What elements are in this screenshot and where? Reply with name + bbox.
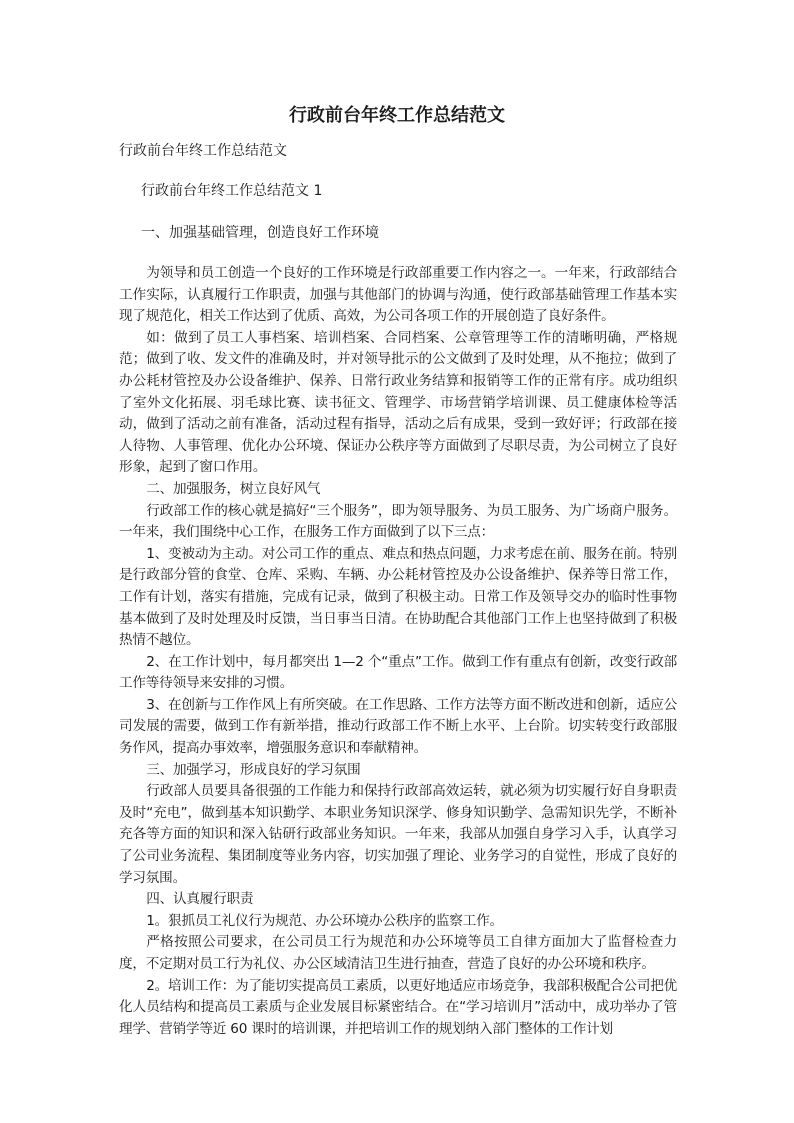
- paragraph: 3、在创新与工作作风上有所突破。在工作思路、工作方法等方面不断改进和创新，适应公司发展的需要，做到工作有新举措，推动行政部工作不断上水平、上台阶。切实转变行政部服务作风，提高办事效率，增强服务意识和奉献精神。: [119, 696, 677, 757]
- paragraph: 行政部工作的核心就是搞好“三个服务”，即为领导服务、为员工服务、为广场商户服务。一年来，我们围绕中心工作，在服务工作方面做到了以下三点：: [119, 502, 677, 541]
- section-heading-3: 三、加强学习，形成良好的学习氛围: [146, 761, 361, 778]
- document-body: [119, 263, 677, 1040]
- paragraph: 1、变被动为主动。对公司工作的重点、难点和热点问题，力求考虑在前、服务在前。特别是行政部分管的食堂、仓库、采购、车辆、办公耗材管控及办公设备维护、保养等日常工作，工作有计划，落实有措施，完成有记录，做到了积极主动。日常工作及领导交办的临时性事物基本做到了及时处理及时反馈，当日事当日清。在协助配合其他部门工作上也坚持做到了积极热情不越位。: [119, 545, 677, 649]
- paragraph: 2、在工作计划中，每月都突出 1—2 个“重点”工作。做到工作有重点有创新，改变行政部工作等待领导来安排的习惯。: [119, 653, 677, 692]
- section-heading-4: 四、认真履行职责: [146, 891, 254, 908]
- paragraph: 严格按照公司要求，在公司员工行为规范和办公环境等员工自律方面加大了监督检查力度，不定期对员工行为礼仪、办公区域清洁卫生进行抽查，营造了良好的办公环境和秩序。: [119, 934, 677, 972]
- paragraph: 为领导和员工创造一个良好的工作环境是行政部重要工作内容之一。一年来，行政部结合工作实际，认真履行工作职责，加强与其他部门的协调与沟通，使行政部基础管理工作基本实现了规范化，相关工作达到了优质、高效，为公司各项工作的开展创造了良好条件。: [119, 265, 677, 325]
- paragraph: 行政部人员要具备很强的工作能力和保持行政部高效运转，就必须为切实履行好自身职责及时“充电”，做到基本知识勤学、本职业务知识深学、修身知识勤学、急需知识先学，不断补充各等方面的知识和深入钻研行政部业务知识。一年来，我部从加强自身学习入手，认真学习了公司业务流程、集团制度等业务内容，切实加强了理论、业务学习的自觉性，形成了良好的学习氛围。: [119, 783, 677, 886]
- document-subheading: 行政前台年终工作总结范文 1: [141, 183, 323, 199]
- paragraph: 如：做到了员工人事档案、培训档案、合同档案、公章管理等工作的清晰明确，严格规范；做到了收、发文件的准确及时，并对领导批示的公文做到了及时处理，从不拖拉；做到了办公耗材管控及办公设备维护、保养、日常行政业务结算和报销等工作的正常有序。成功组织了室外文化拓展、羽毛球比赛、读书征文、管理学、市场营销学培训课、员工健康体检等活动，做到了活动之前有准备，活动过程有指导，活动之后有成果，受到一致好评；行政部在接人待物、人事管理、优化办公环境、保证办公秩序等方面做到了尽职尽责，为公司树立了良好形象，起到了窗口作用。: [119, 329, 677, 476]
- document-title: 行政前台年终工作总结范文: [289, 105, 505, 126]
- section-heading-2: 二、加强服务，树立良好风气: [146, 480, 321, 497]
- paragraph: 2。培训工作：为了能切实提高员工素质，以更好地适应市场竞争，我部积极配合公司把优化人员结构和提高员工素质与企业发展目标紧密结合。在“学习培训月”活动中，成功举办了管理学、营销学等近 60 课时的培训课，并把培训工作的规划纳入部门整体的工作计划: [119, 977, 677, 1037]
- document-subtitle: 行政前台年终工作总结范文: [119, 143, 287, 159]
- section-heading-1: 一、加强基础管理，创造良好工作环境: [141, 225, 379, 241]
- paragraph: 1。狠抓员工礼仪行为规范、办公环境办公秩序的监察工作。: [146, 912, 503, 929]
